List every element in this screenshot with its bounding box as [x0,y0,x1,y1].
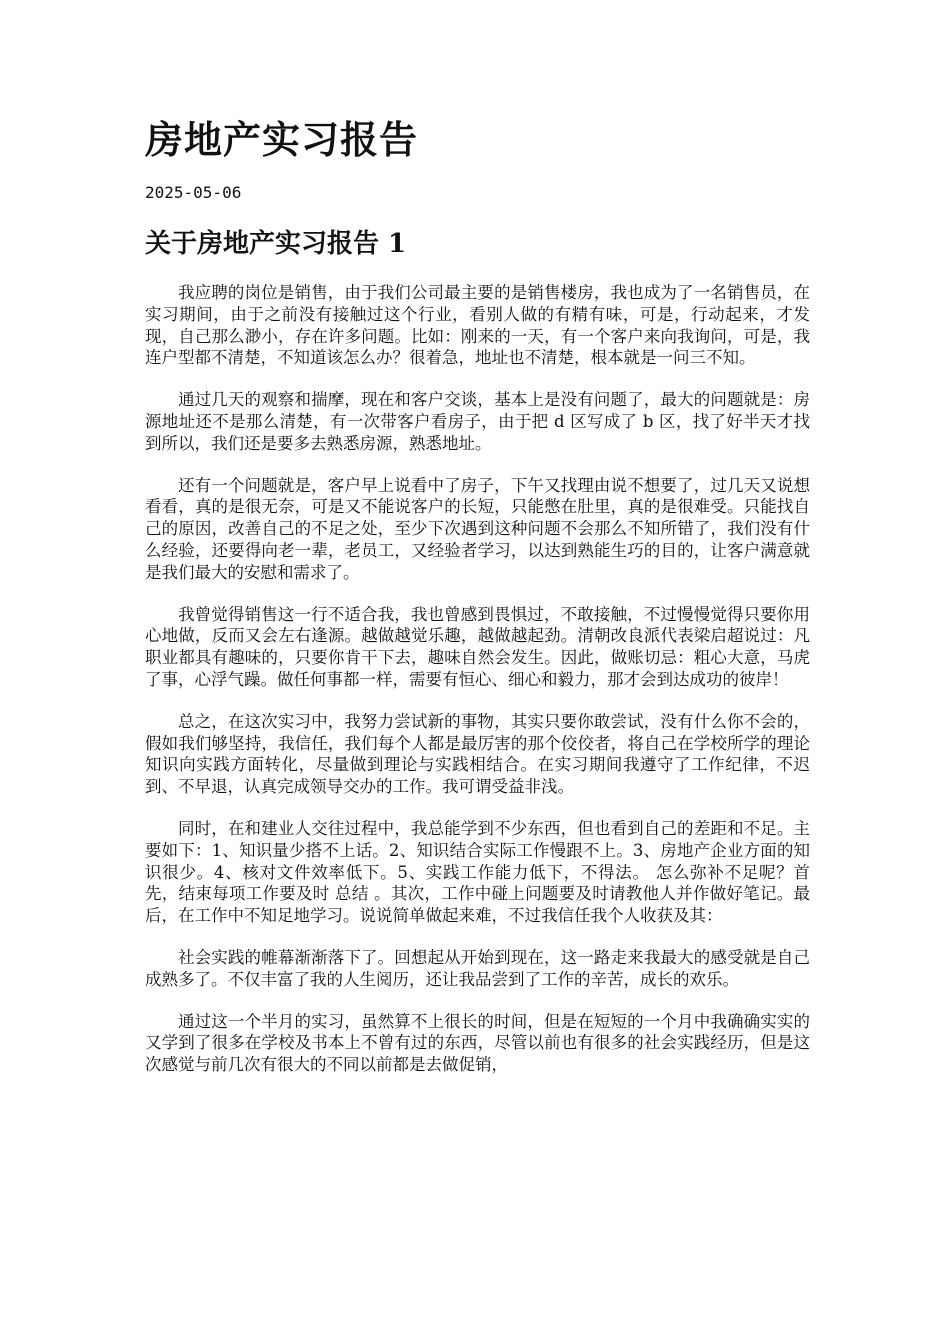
paragraph-8: 通过这一个半月的实习，虽然算不上很长的时间，但是在短短的一个月中我确确实实的又学到了很多在学校及书本上不曾有过的东西，尽管以前也有很多的社会实践经历，但是这次感觉与前几次有很大的不同以前都是去做促销， [145,1011,810,1075]
section-title: 关于房地产实习报告 1 [145,229,407,259]
paragraph-3: 还有一个问题就是，客户早上说看中了房子，下午又找理由说不想要了，过几天又说想看看，真的是很无奈，可是又不能说客户的长短，只能憋在肚里，真的是很难受。只能找自己的原因，改善自己的不足之处，至少下次遇到这种问题不会那么不知所错了，我们没有什么经验，还要得向老一辈，老员工，又经验者学习，以达到熟能生巧的目的，让客户满意就是我们最大的安慰和需求了。 [145,475,810,582]
paragraph-1: 我应聘的岗位是销售，由于我们公司最主要的是销售楼房，我也成为了一名销售员，在实习期间，由于之前没有接触过这个行业，看别人做的有精有味，可是，行动起来，才发现，自己那么渺小，存在许多问题。比如：刚来的一天，有一个客户来向我询问，可是，我连户型都不清楚，不知道该怎么办？很着急，地址也不清楚，根本就是一问三不知。 [145,283,810,368]
paragraph-4: 我曾觉得销售这一行不适合我，我也曾感到畏惧过，不敢接触，不过慢慢觉得只要你用心地做，反而又会左右逢源。越做越觉乐趣，越做越起劲。清朝改良派代表梁启超说过：凡职业都具有趣味的，只要你肯干下去，趣味自然会发生。因此，做账切忌：粗心大意，马虎了事，心浮气躁。做任何事都一样，需要有恒心、细心和毅力，那才会到达成功的彼岸！ [145,604,810,689]
document-title: 房地产实习报告 [145,117,419,162]
paragraph-7: 社会实践的帷幕渐渐落下了。回想起从开始到现在，这一路走来我最大的感受就是自己成熟多了。不仅丰富了我的人生阅历，还让我品尝到了工作的辛苦，成长的欢乐。 [145,947,810,989]
paragraph-5: 总之，在这次实习中，我努力尝试新的事物，其实只要你敢尝试，没有什么你不会的，假如我们够坚持，我信任，我们每个人都是最厉害的那个佼佼者，将自己在学校所学的理论知识向实践方面转化，尽量做到理论与实践相结合。在实习期间我遵守了工作纪律，不迟到、不早退，认真完成领导交办的工作。我可谓受益非浅。 [145,711,810,797]
paragraph-6: 同时，在和建业人交往过程中，我总能学到不少东西，但也看到自己的差距和不足。主要如下：1、知识量少搭不上话。2、知识结合实际工作慢跟不上。3、房地产企业方面的知识很少。4、核对文件效率低下。5、实践工作能力低下，不得法。 怎么弥补不足呢？首先，结束每项工作要及时 总结 。其次，工作中碰上问题要及时请教他人并作做好笔记。最后，在工作中不知足地学习。说说简单做起来难，不过我信任我个人收获及其： [145,818,810,926]
document-body [145,282,810,1076]
document-page [145,112,810,1096]
document-date: 2025-05-06 [145,183,242,202]
paragraph-2: 通过几天的观察和揣摩，现在和客户交谈，基本上是没有问题了，最大的问题就是：房源地址还不是那么清楚，有一次带客户看房子，由于把 d 区写成了 b 区，找了好半天才找到所以，我们还是要多去熟悉房源，熟悉地址。 [145,390,810,453]
